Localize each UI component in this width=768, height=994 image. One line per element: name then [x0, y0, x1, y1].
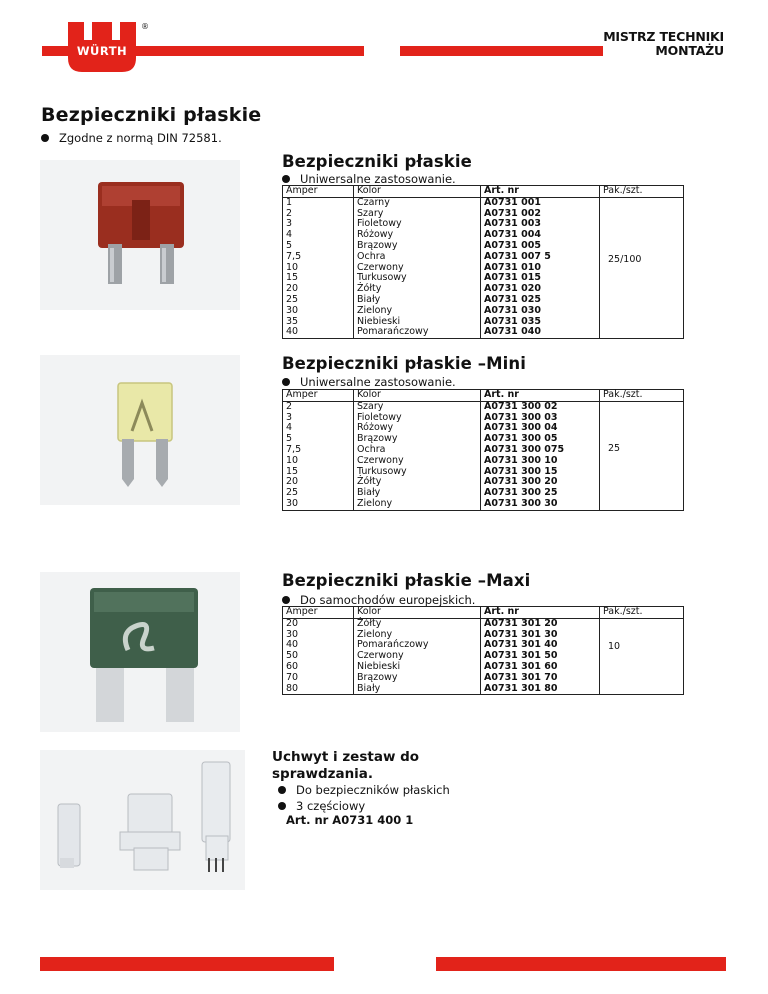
- cell-kolor: Zielony: [354, 499, 481, 510]
- table-row: [283, 230, 684, 241]
- holder-bullet-1: [278, 783, 450, 797]
- holder-bullet-1-text: Do bezpieczników płaskich: [296, 783, 450, 797]
- tagline-line-1: MISTRZ TECHNIKI: [603, 29, 724, 44]
- cell-kolor: Biały: [354, 684, 481, 695]
- section-bullet-standard: [282, 172, 456, 186]
- cell-amp: 7,5: [283, 252, 354, 263]
- cell-amp: 50: [283, 651, 354, 662]
- cell-art: A0731 300 25: [481, 488, 600, 499]
- cell-amp: 25: [283, 488, 354, 499]
- standard-fuse-photo-icon: [40, 160, 240, 310]
- cell-amp: 30: [283, 499, 354, 510]
- cell-amp: 7,5: [283, 445, 354, 456]
- cell-kolor: Fioletowy: [354, 219, 481, 230]
- cell-art: A0731 300 20: [481, 477, 600, 488]
- cell-amp: 4: [283, 423, 354, 434]
- col-header-art: Art. nr: [481, 390, 600, 402]
- section-title-maxi: Bezpieczniki płaskie –Maxi: [282, 571, 531, 590]
- table-row: [283, 209, 684, 220]
- table-maxi: [282, 606, 684, 695]
- table-row: [283, 467, 684, 478]
- cell-kolor: Zielony: [354, 306, 481, 317]
- footer-red-bar-left: [40, 957, 334, 971]
- table-row: [283, 488, 684, 499]
- cell-amp: 3: [283, 219, 354, 230]
- cell-kolor: Ochra: [354, 252, 481, 263]
- table-row: [283, 640, 684, 651]
- table-row: [283, 445, 684, 456]
- cell-amp: 4: [283, 230, 354, 241]
- holder-title-line-2: sprawdzania.: [272, 766, 374, 782]
- cell-kolor: Różowy: [354, 423, 481, 434]
- cell-amp: 15: [283, 467, 354, 478]
- bullet-dot-icon: [282, 596, 290, 604]
- table-row: [283, 618, 684, 629]
- bullet-dot-icon: [41, 134, 49, 142]
- cell-amp: 70: [283, 673, 354, 684]
- cell-art: A0731 301 30: [481, 630, 600, 641]
- cell-amp: 2: [283, 401, 354, 412]
- cell-art: A0731 015: [481, 273, 600, 284]
- table-row: [283, 423, 684, 434]
- cell-art: A0731 301 80: [481, 684, 600, 695]
- cell-kolor: Brązowy: [354, 673, 481, 684]
- section-bullet-mini: [282, 375, 456, 389]
- cell-art: A0731 004: [481, 230, 600, 241]
- cell-art: A0731 003: [481, 219, 600, 230]
- cell-amp: 1: [283, 197, 354, 208]
- col-header-kolor: Kolor: [354, 186, 481, 198]
- section-title-standard: Bezpieczniki płaskie: [282, 152, 472, 171]
- holder-bullet-2: [278, 799, 365, 813]
- table-row: [283, 306, 684, 317]
- cell-art: A0731 301 60: [481, 662, 600, 673]
- cell-art: A0731 301 40: [481, 640, 600, 651]
- cell-kolor: Czerwony: [354, 263, 481, 274]
- table-row: [283, 662, 684, 673]
- cell-amp: 35: [283, 317, 354, 328]
- cell-kolor: Ochra: [354, 445, 481, 456]
- cell-kolor: Żółty: [354, 284, 481, 295]
- cell-art: A0731 010: [481, 263, 600, 274]
- cell-amp: 60: [283, 662, 354, 673]
- col-header-art: Art. nr: [481, 607, 600, 619]
- cell-art: A0731 007 5: [481, 252, 600, 263]
- cell-amp: 10: [283, 456, 354, 467]
- cell-art: A0731 020: [481, 284, 600, 295]
- table-row: [283, 295, 684, 306]
- cell-amp: 20: [283, 284, 354, 295]
- maxi-fuse-photo-icon: [40, 572, 240, 732]
- col-header-amp: Amper: [283, 607, 354, 619]
- col-header-kolor: Kolor: [354, 607, 481, 619]
- cell-art: A0731 300 075: [481, 445, 600, 456]
- bullet-dot-icon: [278, 802, 286, 810]
- cell-art: A0731 301 20: [481, 618, 600, 629]
- col-header-pak: Pak./szt.: [600, 607, 684, 619]
- logo-text: WÜRTH: [76, 44, 128, 58]
- table-row: [283, 273, 684, 284]
- table-row: [283, 630, 684, 641]
- cell-kolor: Pomarańczowy: [354, 327, 481, 338]
- cell-amp: 20: [283, 477, 354, 488]
- table-row: [283, 197, 684, 208]
- cell-kolor: Niebieski: [354, 317, 481, 328]
- section-bullet-text: Uniwersalne zastosowanie.: [300, 172, 456, 186]
- cell-amp: 30: [283, 306, 354, 317]
- holder-title-line-1: Uchwyt i zestaw do: [272, 749, 420, 765]
- table-row: [283, 456, 684, 467]
- cell-art: A0731 025: [481, 295, 600, 306]
- col-header-art: Art. nr: [481, 186, 600, 198]
- table-row: [283, 284, 684, 295]
- cell-kolor: Fioletowy: [354, 413, 481, 424]
- pak-value-mini: 25: [608, 443, 621, 454]
- table-row: [283, 684, 684, 695]
- table-row: [283, 499, 684, 510]
- cell-kolor: Turkusowy: [354, 273, 481, 284]
- cell-art: A0731 300 04: [481, 423, 600, 434]
- cell-art: A0731 301 70: [481, 673, 600, 684]
- cell-kolor: Różowy: [354, 230, 481, 241]
- tagline-line-2: MONTAŻU: [655, 43, 724, 58]
- page-title: Bezpieczniki płaskie: [41, 104, 262, 126]
- cell-art: A0731 300 10: [481, 456, 600, 467]
- cell-art: A0731 001: [481, 197, 600, 208]
- holder-title: [272, 749, 419, 783]
- cell-kolor: Szary: [354, 401, 481, 412]
- cell-art: A0731 005: [481, 241, 600, 252]
- bullet-dot-icon: [278, 786, 286, 794]
- cell-amp: 5: [283, 241, 354, 252]
- col-header-amp: Amper: [283, 390, 354, 402]
- col-header-amp: Amper: [283, 186, 354, 198]
- cell-amp: 5: [283, 434, 354, 445]
- table-row: [283, 651, 684, 662]
- bullet-dot-icon: [282, 378, 290, 386]
- cell-kolor: Czerwony: [354, 651, 481, 662]
- cell-amp: 3: [283, 413, 354, 424]
- registered-mark: ®: [141, 22, 149, 31]
- cell-kolor: Biały: [354, 488, 481, 499]
- table-row: [283, 673, 684, 684]
- cell-kolor: Czerwony: [354, 456, 481, 467]
- cell-amp: 2: [283, 209, 354, 220]
- fuse-holder-set-photo-icon: [40, 750, 245, 890]
- cell-amp: 25: [283, 295, 354, 306]
- table-row: [283, 317, 684, 328]
- cell-kolor: Czarny: [354, 197, 481, 208]
- section-title-mini: Bezpieczniki płaskie –Mini: [282, 354, 526, 373]
- cell-kolor: Brązowy: [354, 434, 481, 445]
- standard-note-text: Zgodne z normą DIN 72581.: [59, 131, 222, 145]
- holder-bullet-2-text: 3 częściowy: [296, 799, 366, 813]
- col-header-kolor: Kolor: [354, 390, 481, 402]
- section-bullet-maxi: [282, 593, 475, 607]
- cell-art: A0731 300 02: [481, 401, 600, 412]
- table-row: [283, 434, 684, 445]
- holder-art-number: Art. nr A0731 400 1: [286, 813, 414, 827]
- cell-amp: 10: [283, 263, 354, 274]
- cell-kolor: Brązowy: [354, 241, 481, 252]
- cell-amp: 20: [283, 618, 354, 629]
- cell-art: A0731 300 15: [481, 467, 600, 478]
- cell-kolor: Turkusowy: [354, 467, 481, 478]
- cell-art: A0731 030: [481, 306, 600, 317]
- cell-kolor: Szary: [354, 209, 481, 220]
- table-row: [283, 327, 684, 338]
- cell-art: A0731 002: [481, 209, 600, 220]
- mini-fuse-photo-icon: [40, 355, 240, 505]
- section-bullet-text: Do samochodów europejskich.: [300, 593, 476, 607]
- cell-art: A0731 035: [481, 317, 600, 328]
- cell-kolor: Żółty: [354, 477, 481, 488]
- pak-value-standard: 25/100: [608, 254, 642, 265]
- col-header-pak: Pak./szt.: [600, 390, 684, 402]
- cell-amp: 80: [283, 684, 354, 695]
- table-row: [283, 219, 684, 230]
- cell-art: A0731 300 05: [481, 434, 600, 445]
- bullet-dot-icon: [282, 175, 290, 183]
- cell-amp: 15: [283, 273, 354, 284]
- section-bullet-text: Uniwersalne zastosowanie.: [300, 375, 456, 389]
- cell-art: A0731 040: [481, 327, 600, 338]
- tagline: [603, 30, 724, 58]
- cell-art: A0731 301 50: [481, 651, 600, 662]
- cell-amp: 40: [283, 327, 354, 338]
- footer-red-bar-right: [436, 957, 726, 971]
- pak-value-maxi: 10: [608, 641, 621, 652]
- cell-art: A0731 300 03: [481, 413, 600, 424]
- cell-kolor: Zielony: [354, 630, 481, 641]
- table-row: [283, 401, 684, 412]
- cell-kolor: Biały: [354, 295, 481, 306]
- col-header-pak: Pak./szt.: [600, 186, 684, 198]
- cell-art: A0731 300 30: [481, 499, 600, 510]
- cell-kolor: Pomarańczowy: [354, 640, 481, 651]
- cell-amp: 30: [283, 630, 354, 641]
- table-mini: [282, 389, 684, 511]
- table-row: [283, 413, 684, 424]
- table-row: [283, 241, 684, 252]
- table-row: [283, 477, 684, 488]
- cell-kolor: Żółty: [354, 618, 481, 629]
- cell-kolor: Niebieski: [354, 662, 481, 673]
- standard-note: [41, 131, 222, 145]
- cell-amp: 40: [283, 640, 354, 651]
